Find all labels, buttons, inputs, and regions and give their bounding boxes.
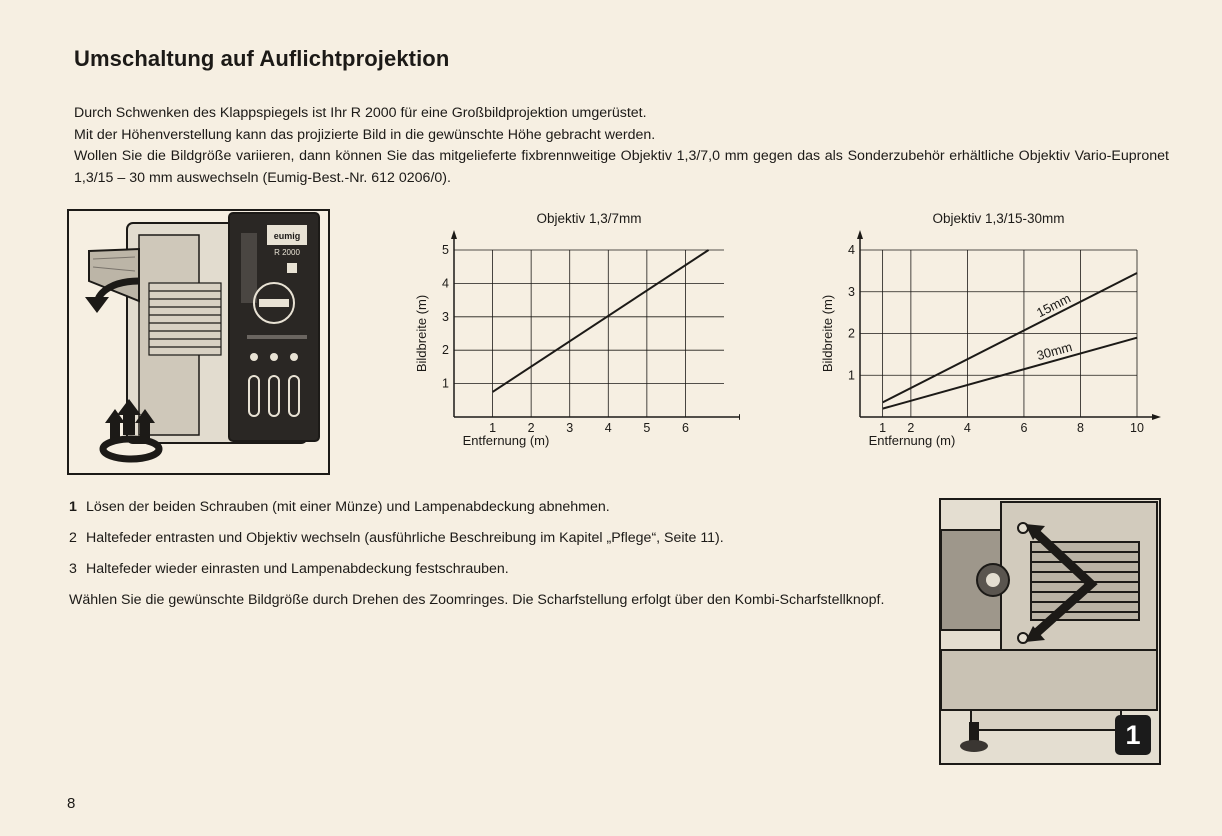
x-tick-label: 5 <box>643 421 651 435</box>
intro-line-3: Wollen Sie die Bildgröße variieren, dann können Sie das mitgelieferte fixbrennweitige Objektiv 1,3/7,0 mm gegen das als Sonderzubehör erhältliche Objektiv Vario-Eupronet 1,3/15 – 30 mm auswechseln (Eumig-Best.-Nr. 612 0206/0). <box>74 148 1169 186</box>
y-tick-label: 2 <box>848 326 855 341</box>
y-tick-label: 5 <box>442 243 449 257</box>
chart-objektiv-15-30mm <box>820 205 1165 455</box>
step-text: Lösen der beiden Schrauben (mit einer Münze) und Lampenabdeckung abnehmen. <box>86 499 610 515</box>
lamp-cover-illustration <box>939 498 1161 765</box>
projector-illustration <box>67 209 330 475</box>
step-text: Haltefeder wieder einrasten und Lampenabdeckung festschrauben. <box>86 561 509 577</box>
chart-2-svg <box>820 205 1165 455</box>
x-tick-label: 2 <box>527 421 535 435</box>
y-tick-label: 4 <box>848 243 855 257</box>
intro-text <box>74 103 1169 189</box>
closing-paragraph: Wählen Sie die gewünschte Bildgröße durch Drehen des Zoomringes. Die Scharfstellung erfolgt über den Kombi-Scharfstellknopf. <box>69 592 885 608</box>
projector-brand-label: eumig <box>273 231 301 241</box>
y-tick-label: 3 <box>848 284 855 299</box>
y-axis-label: Bildbreite (m) <box>414 294 429 373</box>
step-number: 3 <box>69 561 77 577</box>
page-number: 8 <box>67 795 76 812</box>
step-number: 2 <box>69 530 77 546</box>
x-tick-label: 6 <box>681 421 689 435</box>
x-tick-label: 1 <box>879 421 887 435</box>
x-tick-label: 8 <box>1076 421 1084 435</box>
y-axis-arrow-icon <box>451 230 457 239</box>
series-line <box>883 273 1137 402</box>
series-label: 15mm <box>1034 290 1074 321</box>
step-item <box>69 497 896 518</box>
projector-model-label: R 2000 <box>274 248 300 257</box>
x-tick-label: 2 <box>907 421 915 435</box>
x-axis-arrow-icon <box>739 414 740 420</box>
y-tick-label: 3 <box>442 309 449 324</box>
chart-objektiv-7mm <box>410 205 740 455</box>
x-tick-label: 6 <box>1020 421 1028 435</box>
x-axis-label: Entfernung (m) <box>868 433 956 448</box>
y-tick-label: 1 <box>442 376 449 391</box>
x-tick-label: 1 <box>489 421 497 435</box>
swing-arrow-icon <box>85 297 109 313</box>
chart-title: Objektiv 1,3/15-30mm <box>932 211 1065 226</box>
projector-drawing <box>69 211 328 473</box>
series-line <box>493 250 709 392</box>
x-tick-label: 3 <box>566 421 574 435</box>
step-text: Haltefeder entrasten und Objektiv wechseln (ausführliche Beschreibung im Kapitel „Pflege“, Seite 11). <box>86 530 724 546</box>
intro-line-1: Durch Schwenken des Klappspiegels ist Ihr R 2000 für eine Großbildprojektion umgerüstet. <box>74 105 647 121</box>
x-tick-label: 4 <box>963 421 971 435</box>
intro-line-2: Mit der Höhenverstellung kann das projizierte Bild in die gewünschte Höhe gebracht werden. <box>74 126 656 143</box>
instruction-steps <box>69 497 896 611</box>
y-axis-label: Bildbreite (m) <box>820 294 835 373</box>
y-axis-arrow-icon <box>857 230 863 239</box>
series-line <box>883 338 1137 409</box>
x-axis-label: Entfernung (m) <box>462 433 550 448</box>
chart-title: Objektiv 1,3/7mm <box>536 211 642 226</box>
page-title: Umschaltung auf Auflichtprojektion <box>74 46 450 71</box>
x-axis-arrow-icon <box>1152 414 1161 420</box>
y-tick-label: 2 <box>442 343 449 358</box>
step-item <box>69 559 896 580</box>
x-tick-label: 10 <box>1130 421 1144 435</box>
x-tick-label: 4 <box>604 421 612 435</box>
chart-1-svg <box>410 205 740 455</box>
y-tick-label: 4 <box>442 276 449 291</box>
step-number: 1 <box>69 499 77 515</box>
step-1-badge: 1 <box>1115 715 1151 755</box>
series-label: 30mm <box>1034 338 1074 364</box>
y-tick-label: 1 <box>848 368 855 383</box>
step-item <box>69 528 896 549</box>
